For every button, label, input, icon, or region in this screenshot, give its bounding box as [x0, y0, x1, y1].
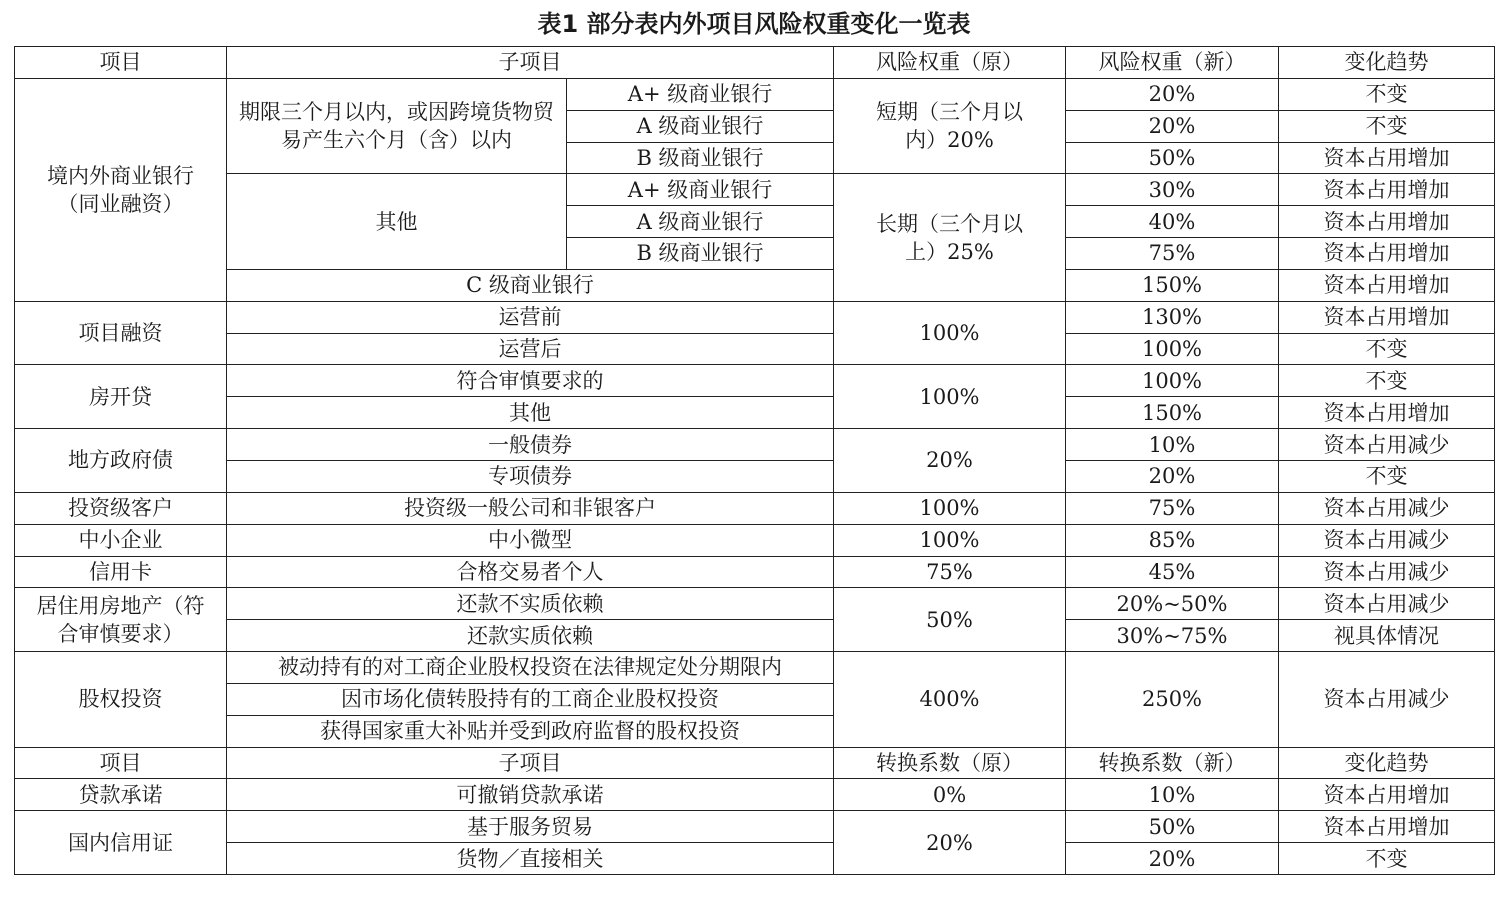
equity-orig: 400% [834, 652, 1066, 748]
single-new: 85% [1066, 524, 1279, 556]
header-subitem: 子项目 [227, 47, 834, 79]
localgov-orig: 20% [834, 429, 1066, 493]
realestate-trend: 不变 [1279, 365, 1495, 397]
header2-trend: 变化趋势 [1279, 747, 1495, 779]
realestate-sub: 其他 [227, 397, 834, 429]
table-row [15, 429, 1495, 461]
lc-sub: 货物／直接相关 [227, 843, 834, 875]
localgov-sub: 专项债券 [227, 460, 834, 492]
realestate-item: 房开贷 [15, 365, 227, 429]
localgov-trend: 不变 [1279, 460, 1495, 492]
table-row [15, 843, 1495, 875]
realestate-orig: 100% [834, 365, 1066, 429]
residential-sub: 还款实质依赖 [227, 620, 834, 652]
bank-new: 20% [1066, 78, 1279, 110]
single-trend: 资本占用减少 [1279, 524, 1495, 556]
bank-trend: 不变 [1279, 110, 1495, 142]
bank-trend: 不变 [1279, 78, 1495, 110]
single-orig: 100% [834, 492, 1066, 524]
table-row [15, 269, 1495, 301]
table-row [15, 301, 1495, 333]
project-sub: 运营后 [227, 333, 834, 365]
single-new: 45% [1066, 556, 1279, 588]
single-trend: 资本占用减少 [1279, 492, 1495, 524]
table-row [15, 397, 1495, 429]
header-trend: 变化趋势 [1279, 47, 1495, 79]
bank-new: 40% [1066, 206, 1279, 238]
project-new: 100% [1066, 333, 1279, 365]
table-row [15, 779, 1495, 811]
realestate-new: 100% [1066, 365, 1279, 397]
bank-short-orig: 短期（三个月以内）20% [834, 78, 1066, 174]
localgov-new: 20% [1066, 460, 1279, 492]
loan-new: 10% [1066, 779, 1279, 811]
header-weight-new: 风险权重（新） [1066, 47, 1279, 79]
bank-trend: 资本占用增加 [1279, 174, 1495, 206]
localgov-item: 地方政府债 [15, 429, 227, 493]
bank-trend: 资本占用增加 [1279, 142, 1495, 174]
single-sub: 投资级一般公司和非银客户 [227, 492, 834, 524]
table-row [15, 78, 1495, 110]
bank-sub: A+ 级商业银行 [567, 78, 834, 110]
bank-c-new: 150% [1066, 269, 1279, 301]
bank-sub: A 级商业银行 [567, 206, 834, 238]
bank-c-trend: 资本占用增加 [1279, 269, 1495, 301]
table-row [15, 492, 1495, 524]
bank-short-group: 期限三个月以内，或因跨境货物贸易产生六个月（含）以内 [227, 78, 567, 174]
bank-trend: 资本占用增加 [1279, 206, 1495, 238]
bank-item: 境内外商业银行（同业融资） [15, 78, 227, 301]
realestate-new: 150% [1066, 397, 1279, 429]
single-new: 75% [1066, 492, 1279, 524]
project-orig: 100% [834, 301, 1066, 365]
table-row [15, 333, 1495, 365]
table-row [15, 460, 1495, 492]
table-row [15, 588, 1495, 620]
table-title: 表1 部分表内外项目风险权重变化一览表 [537, 10, 971, 38]
loan-trend: 资本占用增加 [1279, 779, 1495, 811]
header2-item: 项目 [15, 747, 227, 779]
equity-trend: 资本占用减少 [1279, 652, 1495, 748]
header2-subitem: 子项目 [227, 747, 834, 779]
bank-sub: A+ 级商业银行 [567, 174, 834, 206]
bank-trend: 资本占用增加 [1279, 238, 1495, 270]
bank-new: 30% [1066, 174, 1279, 206]
lc-trend: 资本占用增加 [1279, 811, 1495, 843]
residential-item: 居住用房地产（符合审慎要求） [15, 588, 227, 652]
realestate-sub: 符合审慎要求的 [227, 365, 834, 397]
lc-item: 国内信用证 [15, 811, 227, 875]
bank-other-group: 其他 [227, 174, 567, 270]
single-trend: 资本占用减少 [1279, 556, 1495, 588]
project-item: 项目融资 [15, 301, 227, 365]
equity-sub: 因市场化债转股持有的工商企业股权投资 [227, 683, 834, 715]
lc-trend: 不变 [1279, 843, 1495, 875]
residential-sub: 还款不实质依赖 [227, 588, 834, 620]
equity-new: 250% [1066, 652, 1279, 748]
table-header-row [15, 47, 1495, 79]
bank-sub: A 级商业银行 [567, 110, 834, 142]
loan-orig: 0% [834, 779, 1066, 811]
single-item: 信用卡 [15, 556, 227, 588]
table-row [15, 620, 1495, 652]
residential-new: 20%~50% [1066, 588, 1279, 620]
table-row [15, 652, 1495, 684]
localgov-sub: 一般债券 [227, 429, 834, 461]
single-sub: 合格交易者个人 [227, 556, 834, 588]
single-orig: 100% [834, 524, 1066, 556]
bank-sub: B 级商业银行 [567, 142, 834, 174]
lc-orig: 20% [834, 811, 1066, 875]
header2-factor-new: 转换系数（新） [1066, 747, 1279, 779]
project-trend: 资本占用增加 [1279, 301, 1495, 333]
table-row [15, 365, 1495, 397]
header-item: 项目 [15, 47, 227, 79]
table-row [15, 556, 1495, 588]
loan-item: 贷款承诺 [15, 779, 227, 811]
residential-new: 30%~75% [1066, 620, 1279, 652]
residential-trend: 视具体情况 [1279, 620, 1495, 652]
equity-sub: 获得国家重大补贴并受到政府监督的股权投资 [227, 715, 834, 747]
bank-new: 20% [1066, 110, 1279, 142]
realestate-trend: 资本占用增加 [1279, 397, 1495, 429]
residential-trend: 资本占用减少 [1279, 588, 1495, 620]
bank-long-orig: 长期（三个月以上）25% [834, 174, 1066, 301]
localgov-new: 10% [1066, 429, 1279, 461]
single-sub: 中小微型 [227, 524, 834, 556]
project-trend: 不变 [1279, 333, 1495, 365]
lc-new: 20% [1066, 843, 1279, 875]
residential-orig: 50% [834, 588, 1066, 652]
single-orig: 75% [834, 556, 1066, 588]
single-item: 投资级客户 [15, 492, 227, 524]
lc-sub: 基于服务贸易 [227, 811, 834, 843]
single-item: 中小企业 [15, 524, 227, 556]
localgov-trend: 资本占用减少 [1279, 429, 1495, 461]
equity-sub: 被动持有的对工商企业股权投资在法律规定处分期限内 [227, 652, 834, 684]
table-row [15, 524, 1495, 556]
project-sub: 运营前 [227, 301, 834, 333]
header2-factor-orig: 转换系数（原） [834, 747, 1066, 779]
risk-weight-table [14, 46, 1495, 875]
table-header-row [15, 747, 1495, 779]
equity-item: 股权投资 [15, 652, 227, 748]
table-row [15, 174, 1495, 206]
bank-sub: B 级商业银行 [567, 238, 834, 270]
header-weight-orig: 风险权重（原） [834, 47, 1066, 79]
bank-new: 50% [1066, 142, 1279, 174]
bank-c-sub: C 级商业银行 [227, 269, 834, 301]
table-row [15, 811, 1495, 843]
lc-new: 50% [1066, 811, 1279, 843]
bank-new: 75% [1066, 238, 1279, 270]
loan-sub: 可撤销贷款承诺 [227, 779, 834, 811]
project-new: 130% [1066, 301, 1279, 333]
